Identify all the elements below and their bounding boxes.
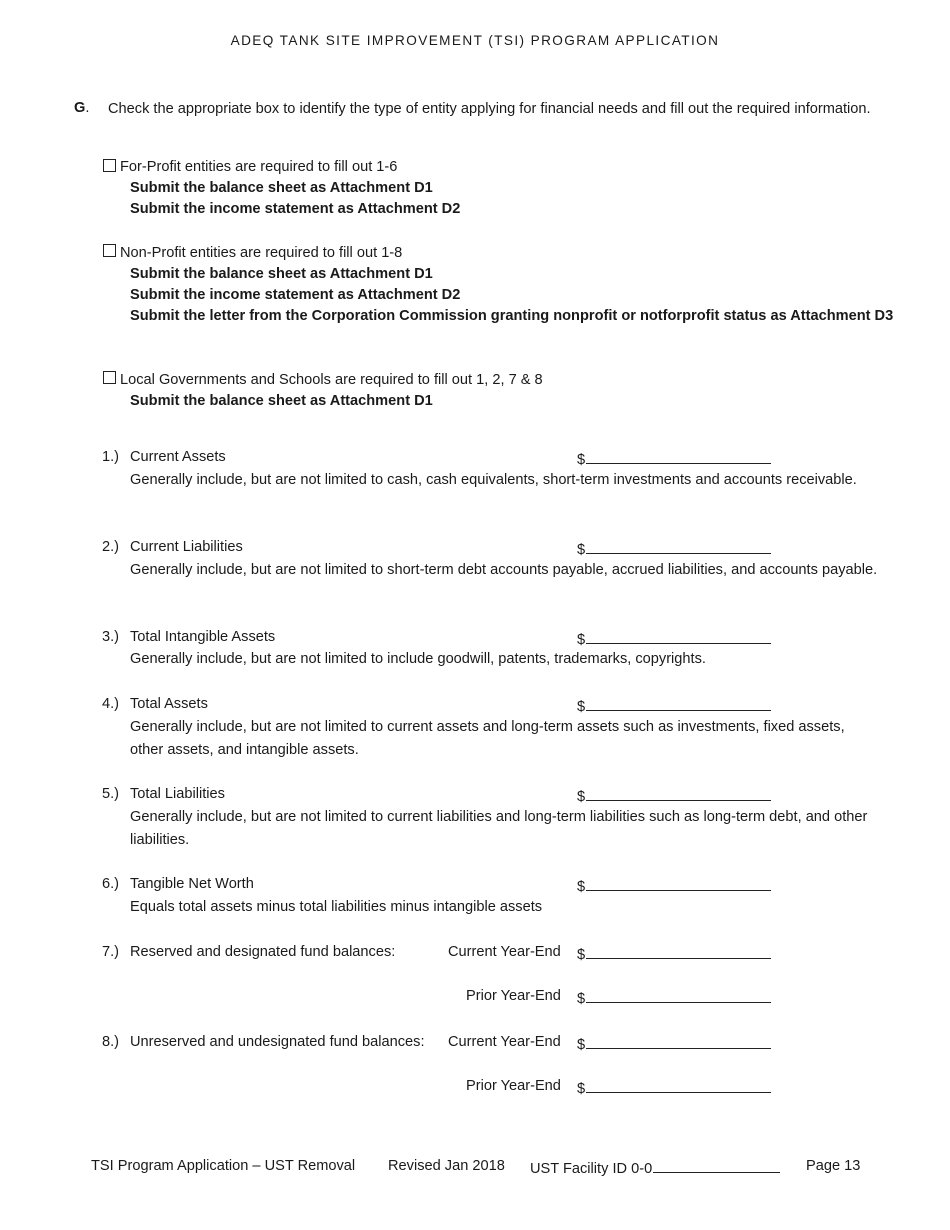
current-assets-label: Current Assets [130, 449, 226, 465]
for-profit-checkbox[interactable] [103, 159, 116, 172]
non-profit-label: Non-Profit entities are required to fill out 1-8 [120, 245, 403, 261]
total-liabilities-description: Generally include, but are not limited to current liabilities and long-term liabilities such as long-term debt, and other liabilities. [130, 809, 868, 848]
total-liabilities-label: Total Liabilities [130, 786, 225, 802]
reserved-current-year-field[interactable]: $ [577, 944, 771, 963]
local-government-requirement-1: Submit the balance sheet as Attachment D1 [130, 393, 433, 409]
reserved-current-year-label: Current Year-End [448, 944, 561, 960]
total-intangible-assets-description: Generally include, but are not limited to include goodwill, patents, trademarks, copyrights. [130, 651, 706, 667]
for-profit-requirement-2: Submit the income statement as Attachment D2 [130, 201, 461, 217]
non-profit-requirement-1: Submit the balance sheet as Attachment D1 [130, 266, 433, 282]
tangible-net-worth-field[interactable]: $ [577, 876, 771, 895]
total-assets-label: Total Assets [130, 696, 208, 712]
current-assets-description: Generally include, but are not limited to cash, cash equivalents, short-term investments and accounts receivable. [130, 472, 857, 488]
total-liabilities-field[interactable]: $ [577, 786, 771, 805]
non-profit-requirement-2: Submit the income statement as Attachment D2 [130, 287, 461, 303]
tangible-net-worth-description: Equals total assets minus total liabilities minus intangible assets [130, 899, 543, 915]
section-instruction: Check the appropriate box to identify the type of entity applying for financial needs and fill out the required information. [108, 101, 871, 117]
unreserved-current-year-field[interactable]: $ [577, 1034, 771, 1053]
total-intangible-assets-label: Total Intangible Assets [130, 629, 276, 645]
for-profit-requirement-1: Submit the balance sheet as Attachment D1 [130, 180, 433, 196]
item-number: 8.) [102, 1034, 120, 1050]
current-liabilities-description: Generally include, but are not limited to short-term debt accounts payable, accrued liabilities, and accounts payable. [130, 562, 878, 578]
local-government-checkbox[interactable] [103, 371, 116, 384]
current-liabilities-label: Current Liabilities [130, 539, 243, 555]
local-government-label: Local Governments and Schools are required to fill out 1, 2, 7 & 8 [120, 372, 543, 388]
reserved-fund-balances-label: Reserved and designated fund balances: [130, 944, 396, 960]
total-assets-description: Generally include, but are not limited to current assets and long-term assets such as investments, fixed assets, other assets, and intangible assets. [130, 719, 845, 758]
non-profit-checkbox[interactable] [103, 244, 116, 257]
non-profit-requirement-3: Submit the letter from the Corporation Commission granting nonprofit or notforprofit status as Attachment D3 [130, 308, 894, 324]
page-header: ADEQ TANK SITE IMPROVEMENT (TSI) PROGRAM APPLICATION [230, 33, 720, 48]
unreserved-fund-balances-label: Unreserved and undesignated fund balances: [130, 1034, 425, 1050]
item-number: 4.) [102, 696, 120, 712]
reserved-prior-year-label: Prior Year-End [466, 988, 561, 1004]
item-number: 1.) [102, 449, 120, 465]
unreserved-current-year-label: Current Year-End [448, 1034, 561, 1050]
footer-revision: Revised Jan 2018 [388, 1158, 505, 1174]
total-intangible-assets-field[interactable]: $ [577, 629, 771, 648]
tangible-net-worth-label: Tangible Net Worth [130, 876, 254, 892]
section-letter: G. [74, 100, 90, 116]
item-number: 3.) [102, 629, 120, 645]
item-number: 5.) [102, 786, 120, 802]
current-assets-field[interactable]: $ [577, 449, 771, 468]
total-assets-field[interactable]: $ [577, 696, 771, 715]
footer-application-name: TSI Program Application – UST Removal [91, 1158, 356, 1174]
current-liabilities-field[interactable]: $ [577, 539, 771, 558]
unreserved-prior-year-field[interactable]: $ [577, 1078, 771, 1097]
unreserved-prior-year-label: Prior Year-End [466, 1078, 561, 1094]
item-number: 6.) [102, 876, 120, 892]
item-number: 2.) [102, 539, 120, 555]
footer-page-number: Page 13 [806, 1158, 861, 1174]
item-number: 7.) [102, 944, 120, 960]
reserved-prior-year-field[interactable]: $ [577, 988, 771, 1007]
footer-facility-id[interactable]: UST Facility ID 0-0 [530, 1158, 780, 1177]
for-profit-label: For-Profit entities are required to fill out 1-6 [120, 159, 398, 175]
